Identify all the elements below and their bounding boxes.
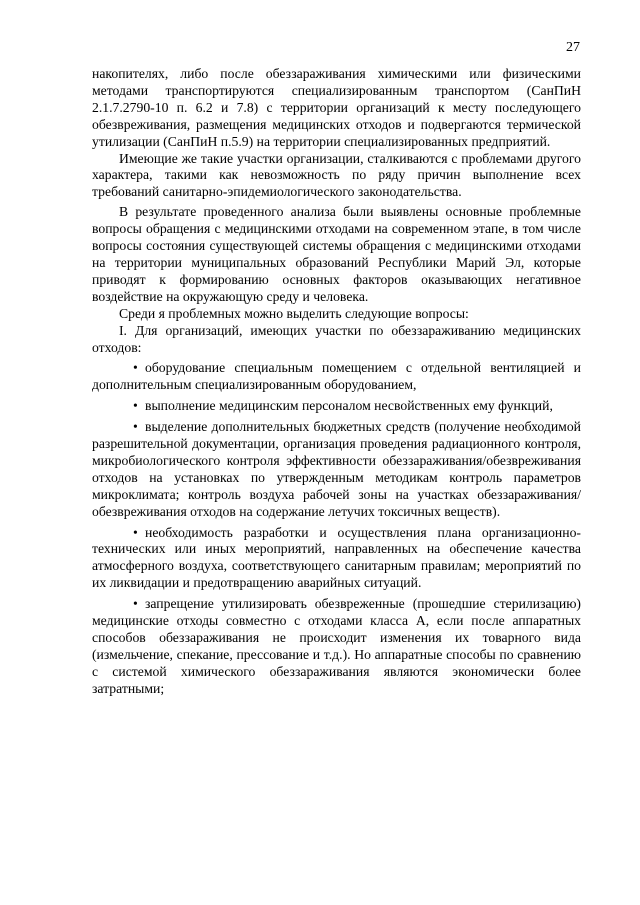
bullet-item-equipment	[92, 360, 581, 394]
bullet-text: оборудование специальным помещением с отдельной вентиляцией и дополнительным специализированным оборудованием,	[92, 360, 581, 393]
bullet-item-plan	[92, 525, 581, 593]
paragraph-analysis: В результате проведенного анализа были выявлены основные проблемные вопросы обращения с медицинскими отходами на современном этапе, в том числе вопросы состояния существующей системы обращения с медицинскими отходами на территории муниципальных образований Республики Марий Эл, которые приводят к формированию основных факторов оказывающих негативное воздействие на окружающую среду и человека.	[92, 204, 581, 304]
page-number: 27	[566, 40, 580, 55]
bullet-text: необходимость разработки и осуществления плана организационно-технических или иных мероприятий, направленных на обеспечение качества атмосферного воздуха, соответствующего санитарным правилам; мероприятий по их ликвидации и предотвращению аварийных ситуаций.	[92, 524, 581, 591]
bullet-item-staff	[92, 398, 581, 415]
bullet-icon: •	[133, 524, 138, 540]
paragraph-issues-intro: Среди я проблемных можно выделить следующие вопросы:	[119, 305, 469, 321]
bullet-item-prohibition	[92, 596, 581, 697]
bullet-icon: •	[133, 360, 138, 376]
bullet-item-budget	[92, 419, 581, 520]
bullet-text: выполнение медицинским персоналом несвойственных ему функций,	[145, 398, 553, 414]
bullet-icon: •	[133, 419, 138, 435]
paragraph-section-one: I. Для организаций, имеющих участки по обеззараживанию медицинских отходов:	[92, 322, 581, 355]
bullet-icon: •	[133, 596, 138, 612]
document-body	[92, 66, 581, 698]
bullet-text: выделение дополнительных бюджетных средств (получение необходимой разрешительной документации, организация проведения радиационного контроля, микробиологического контроля эффективности обеззараживания/обезвреживания отходов на установках по утвержденным методикам контроль параметров микроклимата; контроль воздуха рабочей зоны на участках обеззараживания/обезвреживания отходов на содержание летучих токсичных веществ).	[92, 419, 581, 519]
bullet-text: запрещение утилизировать обезвреженные (прошедшие стерилизацию) медицинские отходы совместно с отходами класса А, если после аппаратных способов обеззараживания не происходит изменения их товарного вида (измельчение, спекание, прессование и т.д.). Но аппаратные способы по сравнению с системой химического обеззараживания являются экономически более затратными;	[92, 596, 581, 696]
paragraph-transport: накопителях, либо после обеззараживания химическими или физическими методами транспортируются специализированным транспортом (СанПиН 2.1.7.2790-10 п. 6.2 и 7.8) с территории организаций к месту последующего обезвреживания, размещения медицинских отходов и подвергаются термической утилизации (СанПиН п.5.9) на территории специализированных предприятий.	[92, 66, 581, 149]
bullet-icon: •	[133, 398, 138, 414]
paragraph-other-problems: Имеющие же такие участки организации, сталкиваются с проблемами другого характера, такими как невозможность по ряду причин выполнение всех требований санитарно-эпидемиологического законодательства.	[92, 150, 581, 200]
